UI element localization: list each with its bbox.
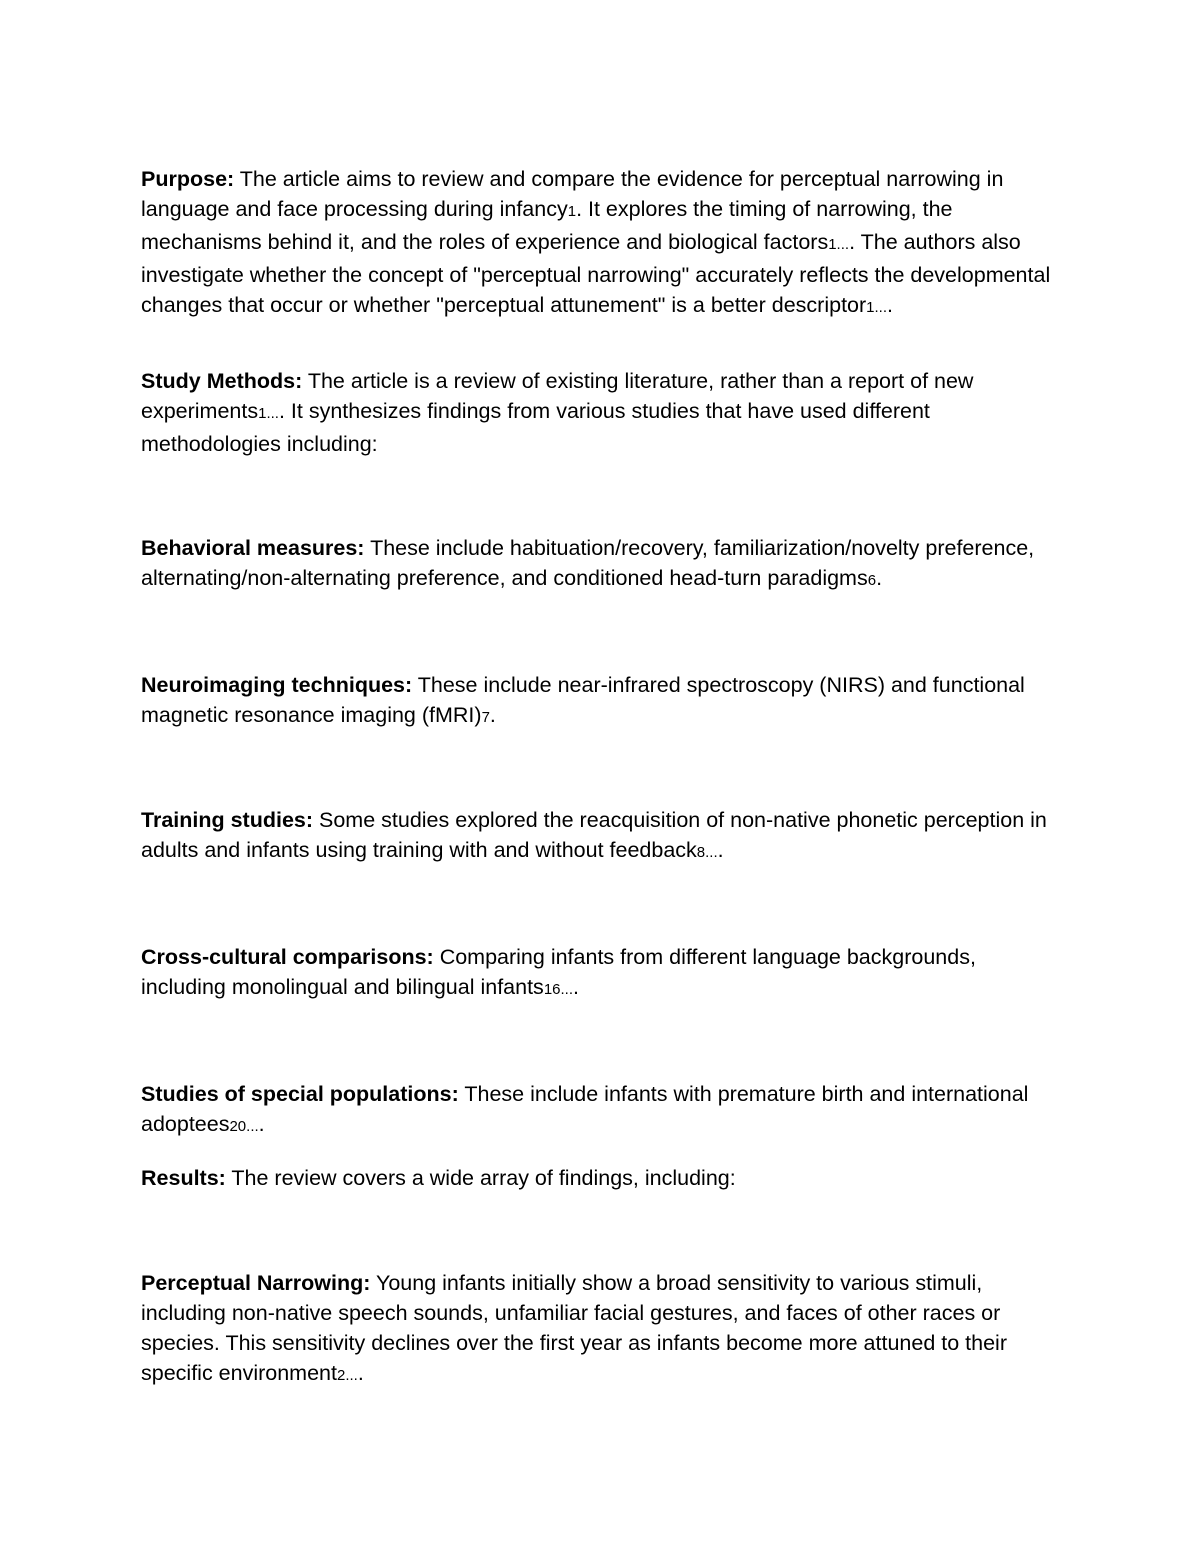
special-populations-text-1: These include infants with premature birth and international adoptees	[141, 1082, 1029, 1136]
perceptual-narrowing-paragraph	[141, 1268, 1061, 1391]
training-studies-text-1: Some studies explored the reacquisition of non-native phonetic perception in adults and infants using training with and without feedback	[141, 808, 1047, 862]
perceptual-narrowing-text-1: Young infants initially show a broad sensitivity to various stimuli, including non-native speech sounds, unfamiliar facial gestures, and faces of other races or species. This sensitivity declines over the first year as infants become more attuned to their specific environment	[141, 1271, 1007, 1385]
citation-ref: 1...	[258, 405, 279, 422]
training-studies-text-2: .	[717, 838, 724, 862]
neuroimaging-label: Neuroimaging techniques:	[141, 673, 413, 697]
purpose-text-1: The article aims to review and compare the evidence for perceptual narrowing in language and face processing during infancy	[141, 167, 1004, 221]
results-label: Results:	[141, 1166, 226, 1190]
cross-cultural-text-2: .	[573, 975, 579, 999]
citation-ref: 20...	[229, 1118, 259, 1135]
behavioral-measures-text-1: These include habituation/recovery, familiarization/novelty preference, alternating/non-alternating preference, and conditioned head-turn paradigms	[141, 536, 1035, 590]
cross-cultural-paragraph	[141, 942, 1061, 1005]
citation-ref: 1	[567, 203, 577, 220]
citation-ref: 1...	[866, 299, 888, 316]
neuroimaging-text-2: .	[489, 703, 496, 727]
study-methods-paragraph	[141, 366, 1061, 459]
citation-ref: 6	[867, 572, 877, 589]
neuroimaging-text-1: These include near-infrared spectroscopy (NIRS) and functional magnetic resonance imaging (fMRI)	[141, 673, 1025, 727]
perceptual-narrowing-label: Perceptual Narrowing:	[141, 1271, 371, 1295]
results-paragraph	[141, 1163, 1061, 1193]
purpose-text-3: . The authors also investigate whether the concept of "perceptual narrowing" accurately reflects the developmental changes that occur or whether "perceptual attunement" is a better descriptor	[141, 230, 1051, 317]
study-methods-label: Study Methods:	[141, 369, 303, 393]
neuroimaging-paragraph	[141, 670, 1061, 733]
purpose-label: Purpose:	[141, 167, 235, 191]
study-methods-text-2: . It synthesizes findings from various studies that have used different methodologies including:	[141, 399, 930, 456]
behavioral-measures-text-2: .	[876, 566, 883, 590]
citation-ref: 16...	[543, 981, 573, 998]
cross-cultural-label: Cross-cultural comparisons:	[141, 945, 434, 969]
special-populations-label: Studies of special populations:	[141, 1082, 459, 1106]
results-text: The review covers a wide array of findings, including:	[225, 1166, 736, 1190]
purpose-paragraph	[141, 164, 1061, 323]
purpose-text-2: . It explores the timing of narrowing, the mechanisms behind it, and the roles of experience and biological factors	[141, 197, 953, 254]
cross-cultural-text-1: Comparing infants from different language backgrounds, including monolingual and bilingual infants	[141, 945, 976, 999]
special-populations-text-2: .	[258, 1112, 265, 1136]
special-populations-paragraph	[141, 1079, 1061, 1142]
citation-ref: 8...	[696, 844, 718, 861]
purpose-text-4: .	[887, 293, 894, 317]
perceptual-narrowing-text-2: .	[357, 1361, 364, 1385]
citation-ref: 2...	[336, 1367, 358, 1384]
behavioral-measures-paragraph	[141, 533, 1061, 596]
study-methods-text-1: The article is a review of existing literature, rather than a report of new experiments	[141, 369, 974, 423]
citation-ref: 7	[481, 709, 490, 726]
training-studies-label: Training studies:	[141, 808, 314, 832]
behavioral-measures-label: Behavioral measures:	[141, 536, 365, 560]
training-studies-paragraph	[141, 805, 1061, 868]
citation-ref: 1...	[828, 236, 850, 253]
